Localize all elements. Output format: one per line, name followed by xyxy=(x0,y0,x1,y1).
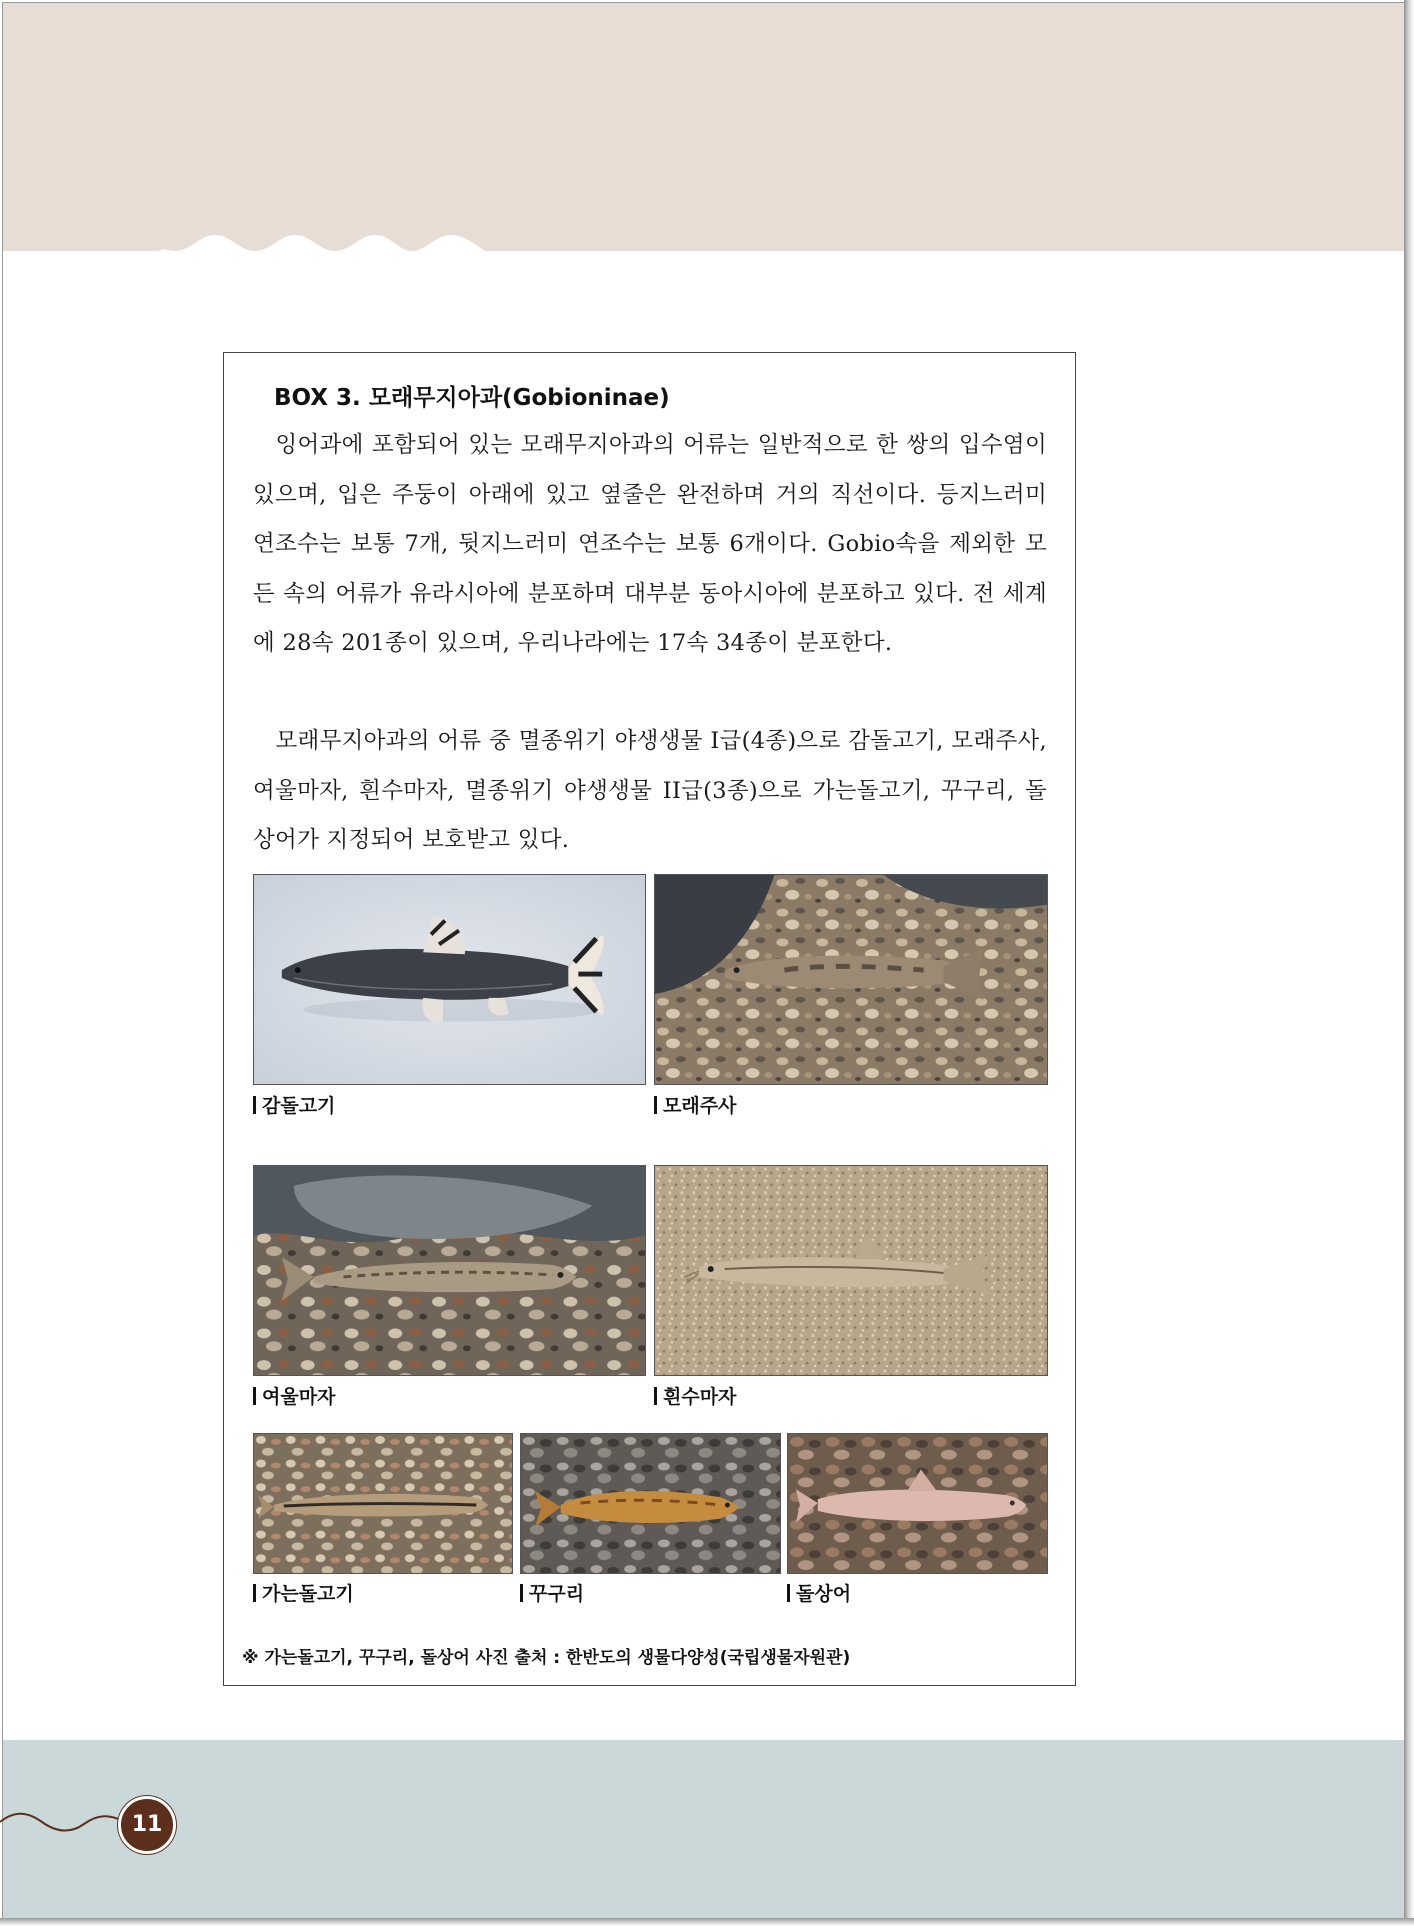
photo-kkuguri xyxy=(520,1433,781,1574)
caption-bar xyxy=(253,1387,256,1405)
caption-moraejusa xyxy=(654,1091,736,1118)
caption-text: 꾸구리 xyxy=(529,1583,585,1605)
top-decorative-band xyxy=(3,3,1404,251)
caption-yeoulmaja xyxy=(253,1382,335,1409)
bottom-decorative-band xyxy=(3,1740,1404,1918)
caption-huinsumaja xyxy=(654,1382,736,1409)
caption-bar xyxy=(654,1387,657,1405)
wave-line-decoration xyxy=(0,1800,125,1840)
caption-gamdolgogi xyxy=(253,1091,335,1118)
caption-dolsangeo xyxy=(787,1579,851,1606)
page-edge-shadow xyxy=(1404,0,1414,1926)
caption-bar xyxy=(787,1584,790,1602)
photo-huinsumaja xyxy=(654,1165,1048,1376)
caption-text: 여울마자 xyxy=(262,1386,336,1408)
caption-text: 흰수마자 xyxy=(663,1386,737,1408)
photo-dolsangeo xyxy=(787,1433,1048,1574)
caption-text: 모래주사 xyxy=(663,1095,737,1117)
intro-paragraph: 잉어과에 포함되어 있는 모래무지아과의 어류는 일반적으로 한 쌍의 입수염이 있으며, 입은 주둥이 아래에 있고 옆줄은 완전하며 거의 직선이다. 등지느러미 연조수는 보통 7개, 뒷지느러미 연조수는 보통 6개이다. Gobio속을 제외한 모든 속의 어류가 유라시아에 분포하며 대부분 동아시아에 분포하고 있다. 전 세계에 28속 201종이 있으며, 우리나라에는 17속 34종이 분포한다. xyxy=(253,432,1047,656)
caption-text: 가는돌고기 xyxy=(262,1583,354,1605)
caption-text: 감돌고기 xyxy=(262,1095,336,1117)
page-bottom-shadow xyxy=(0,1918,1414,1926)
caption-bar xyxy=(253,1584,256,1602)
photo-ganeundolgogi xyxy=(253,1433,513,1574)
caption-bar xyxy=(253,1096,256,1114)
photo-moraejusa xyxy=(654,874,1048,1085)
caption-ganeundolgogi xyxy=(253,1579,354,1606)
info-box xyxy=(223,352,1076,1686)
protection-paragraph: 모래무지아과의 어류 중 멸종위기 야생생물 I급(4종)으로 감돌고기, 모래주사, 여울마자, 흰수마자, 멸종위기 야생생물 II급(3종)으로 가는돌고기, 꾸구리, 돌상어가 지정되어 보호받고 있다. xyxy=(253,728,1047,853)
photo-source-note: ※ 가는돌고기, 꾸구리, 돌상어 사진 출처 : 한반도의 생물다양성(국립생물자원관) xyxy=(242,1648,851,1668)
page-number: 11 xyxy=(118,1796,176,1854)
photo-yeoulmaja xyxy=(253,1165,646,1376)
caption-bar xyxy=(520,1584,523,1602)
caption-bar xyxy=(654,1096,657,1114)
caption-text: 돌상어 xyxy=(796,1583,852,1605)
caption-kkuguri xyxy=(520,1579,584,1606)
photo-gamdolgogi xyxy=(253,874,646,1085)
box-title: BOX 3. 모래무지아과(Gobioninae) xyxy=(274,385,670,411)
